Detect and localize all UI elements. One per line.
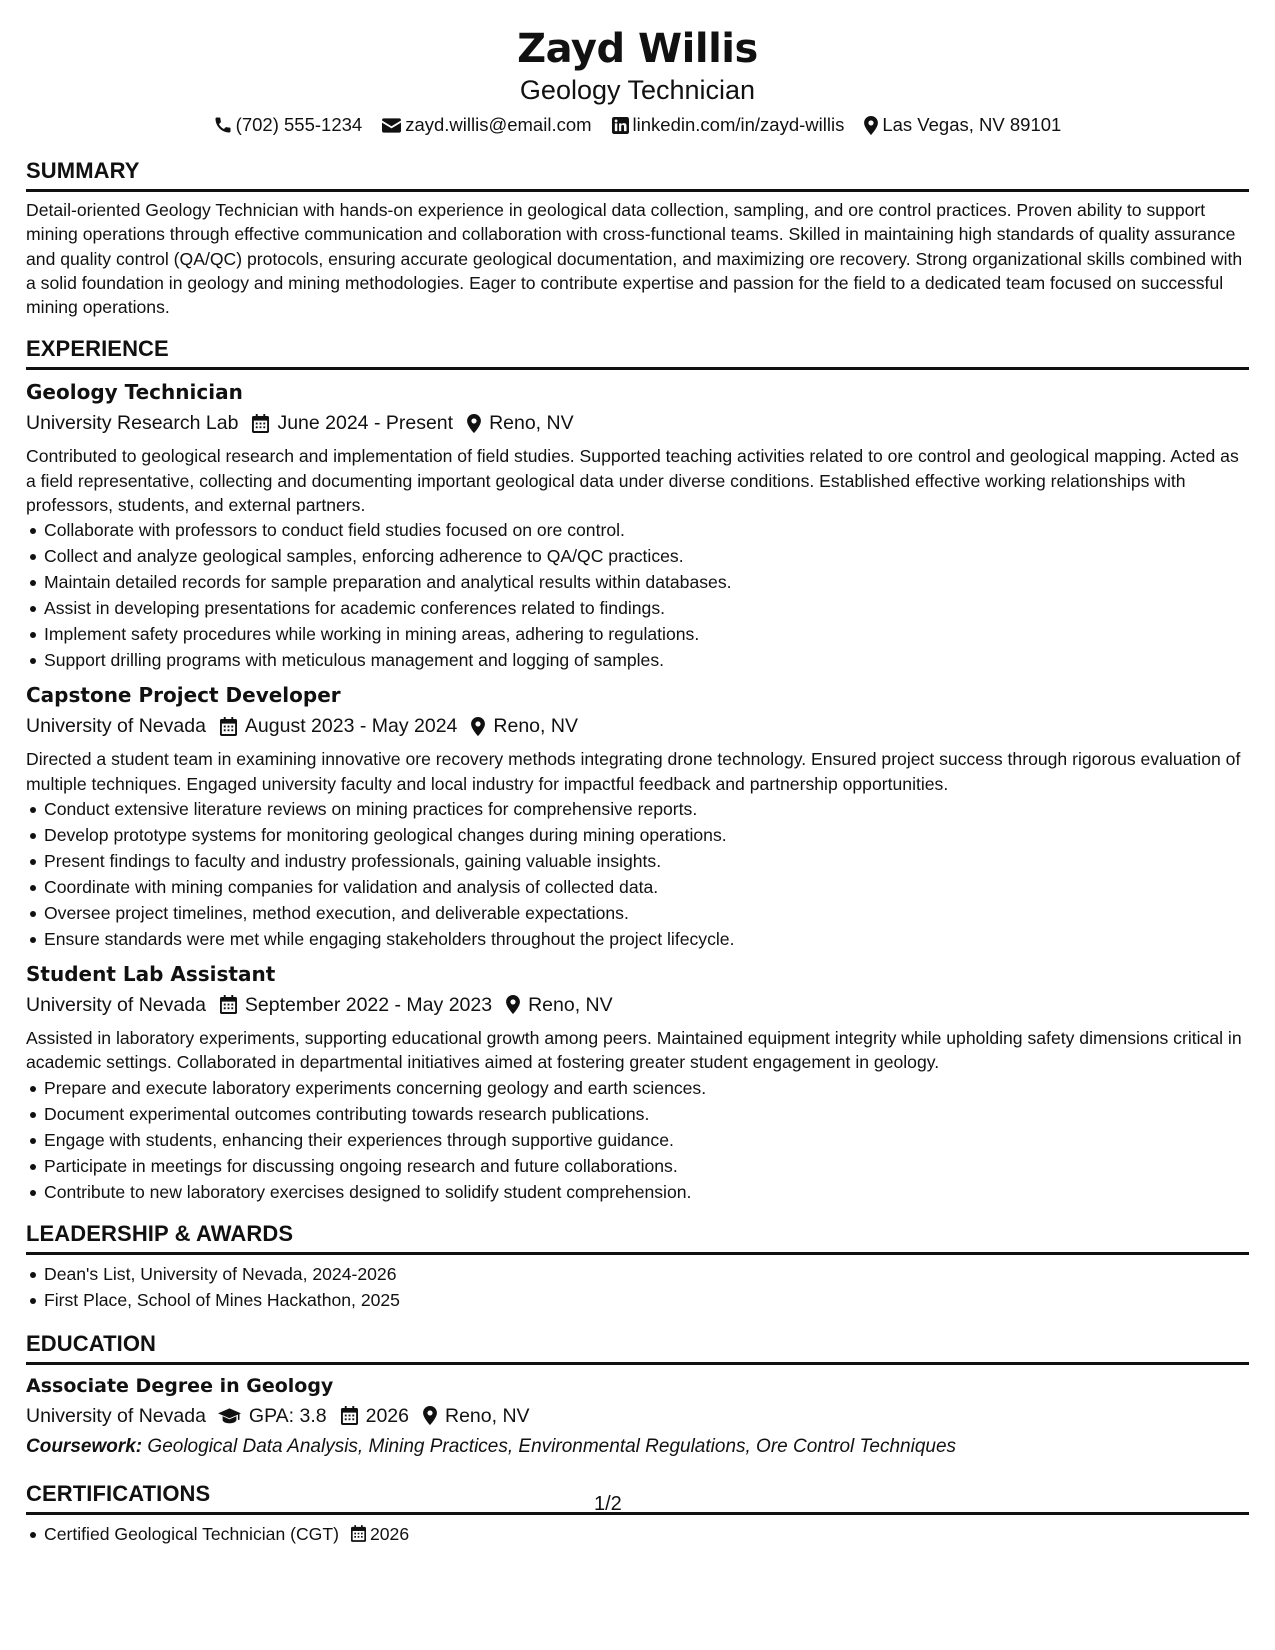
list-item: Dean's List, University of Nevada, 2024-2026 [26, 1261, 1249, 1287]
job-bullets [26, 517, 1249, 673]
certification-name: Certified Geological Technician (CGT) [44, 1523, 339, 1544]
job-location: Reno, NV [489, 412, 574, 435]
map-pin-icon [506, 995, 520, 1014]
certifications-list [26, 1521, 1249, 1547]
list-item: Collaborate with professors to conduct field studies focused on ore control. [26, 517, 1249, 543]
section-title: EDUCATION [26, 1331, 1249, 1365]
job-title: Capstone Project Developer [26, 683, 341, 708]
page-number: 1/2 [594, 1493, 622, 1515]
job-organization: University Research Lab [26, 412, 239, 435]
list-item: Implement safety procedures while working in mining areas, adhering to regulations. [26, 621, 1249, 647]
list-item [26, 1521, 1249, 1547]
list-item: Oversee project timelines, method execution, and deliverable expectations. [26, 900, 1249, 926]
linkedin-icon [612, 117, 629, 134]
job-title: Geology Technician [26, 380, 243, 405]
job-dates: June 2024 - Present [277, 412, 454, 435]
certifications-section [26, 1481, 1249, 1547]
job-list [26, 378, 1249, 1204]
map-pin-icon [864, 116, 878, 135]
graduation-cap-icon [218, 1408, 241, 1424]
calendar-icon [341, 1406, 358, 1425]
phone-text: (702) 555-1234 [235, 114, 363, 135]
awards-section [26, 1221, 1249, 1313]
job-meta [26, 711, 1249, 741]
location-text: Las Vegas, NV 89101 [882, 114, 1062, 135]
job-location: Reno, NV [493, 715, 578, 738]
list-item: Ensure standards were met while engaging stakeholders throughout the project lifecycle. [26, 926, 1249, 952]
contact-linkedin[interactable] [612, 114, 845, 136]
job-bullets [26, 1075, 1249, 1205]
list-item: Engage with students, enhancing their experiences through supportive guidance. [26, 1127, 1249, 1153]
envelope-icon [382, 118, 401, 133]
experience-section [26, 336, 1249, 1204]
job-description: Directed a student team in examining innovative ore recovery methods integrating drone technology. Ensured project success through rigorous evaluation of multiple techniques. Engaged university faculty and local industry for impactful feedback and partnership opportunities. [26, 749, 1241, 794]
job-description: Assisted in laboratory experiments, supporting educational growth among peers. Maintained equipment integrity while upholding safety dimensions critical in academic settings. Collaborated in departmental initiatives aimed at fostering greater student engagement in geology. [26, 1027, 1242, 1073]
job-dates: August 2023 - May 2024 [244, 715, 458, 738]
map-pin-icon [467, 414, 481, 433]
calendar-icon [252, 414, 269, 433]
contact-phone[interactable] [214, 114, 363, 136]
candidate-headline: Geology Technician [519, 75, 756, 105]
education-location: Reno, NV [445, 1404, 530, 1427]
list-item: Conduct extensive literature reviews on mining practices for comprehensive reports. [26, 796, 1249, 822]
gpa-text: GPA: 3.8 [248, 1404, 327, 1427]
job-meta [26, 408, 1249, 438]
map-pin-icon [423, 1406, 437, 1425]
list-item: Coordinate with mining companies for validation and analysis of collected data. [26, 874, 1249, 900]
job-title: Student Lab Assistant [26, 961, 276, 986]
job-organization: University of Nevada [26, 715, 206, 738]
linkedin-text: linkedin.com/in/zayd-willis [632, 114, 845, 135]
list-item: Present findings to faculty and industry professionals, gaining valuable insights. [26, 848, 1249, 874]
calendar-icon [220, 717, 237, 736]
list-item: Assist in developing presentations for academic conferences related to findings. [26, 595, 1249, 621]
job-location: Reno, NV [528, 993, 613, 1016]
awards-list [26, 1261, 1249, 1313]
coursework [26, 1433, 1249, 1461]
contact-bar [26, 112, 1249, 138]
section-title: SUMMARY [26, 158, 1249, 192]
list-item: Develop prototype systems for monitoring geological changes during mining operations. [26, 822, 1249, 848]
job-meta [26, 990, 1249, 1020]
list-item: Maintain detailed records for sample preparation and analytical results within databases. [26, 569, 1249, 595]
calendar-icon [220, 995, 237, 1014]
contact-location [864, 114, 1061, 136]
coursework-list: Geological Data Analysis, Mining Practices, Environmental Regulations, Ore Control Techniques [147, 1435, 957, 1457]
job-organization: University of Nevada [26, 993, 206, 1016]
list-item: Participate in meetings for discussing ongoing research and future collaborations. [26, 1153, 1249, 1179]
list-item: Contribute to new laboratory exercises designed to solidify student comprehension. [26, 1179, 1249, 1205]
phone-icon [214, 116, 232, 134]
education-meta [26, 1401, 1249, 1431]
summary-text: Detail-oriented Geology Technician with hands-on experience in geological data collection, sampling, and ore control practices. Proven ability to support mining operations through effective communication and collaboration with cross-functional teams. Skilled in maintaining high standards of quality assurance and quality control (QA/QC) protocols, ensuring accurate geological documentation, and maximizing ore recovery. Strong organizational skills combined with a solid foundation in geology and mining methodologies. Eager to contribute expertise and passion for the field to a dedicated team focused on successful mining operations. [26, 200, 1243, 318]
job-entry [26, 960, 1249, 1205]
certification-year: 2026 [369, 1523, 410, 1544]
calendar-icon [351, 1525, 366, 1542]
education-year: 2026 [365, 1404, 409, 1427]
section-title: CERTIFICATIONS [26, 1481, 1249, 1515]
summary-section [26, 158, 1249, 319]
list-item: Document experimental outcomes contributing towards research publications. [26, 1101, 1249, 1127]
contact-email[interactable] [382, 114, 591, 136]
school-name: University of Nevada [26, 1404, 206, 1427]
list-item: Prepare and execute laboratory experiments concerning geology and earth sciences. [26, 1075, 1249, 1101]
list-item: Collect and analyze geological samples, enforcing adherence to QA/QC practices. [26, 543, 1249, 569]
job-dates: September 2022 - May 2023 [244, 993, 493, 1016]
candidate-name: Zayd Willis [517, 26, 758, 72]
list-item: First Place, School of Mines Hackathon, 2025 [26, 1287, 1249, 1313]
email-text: zayd.willis@email.com [405, 114, 592, 135]
list-item: Support drilling programs with meticulous management and logging of samples. [26, 647, 1249, 673]
section-title: LEADERSHIP & AWARDS [26, 1221, 1249, 1255]
resume-page [26, 0, 1249, 1547]
job-bullets [26, 796, 1249, 952]
job-description: Contributed to geological research and implementation of field studies. Supported teaching activities related to ore control and geological mapping. Acted as a field representative, collecting and documenting important geological data under diverse conditions. Established effective working relationships with professors, students, and external partners. [26, 446, 1239, 516]
section-title: EXPERIENCE [26, 336, 1249, 370]
map-pin-icon [471, 717, 485, 736]
coursework-label: Coursework: [26, 1435, 143, 1457]
job-entry [26, 681, 1249, 952]
job-entry [26, 378, 1249, 673]
education-section [26, 1331, 1249, 1461]
degree-title: Associate Degree in Geology [26, 1374, 334, 1397]
